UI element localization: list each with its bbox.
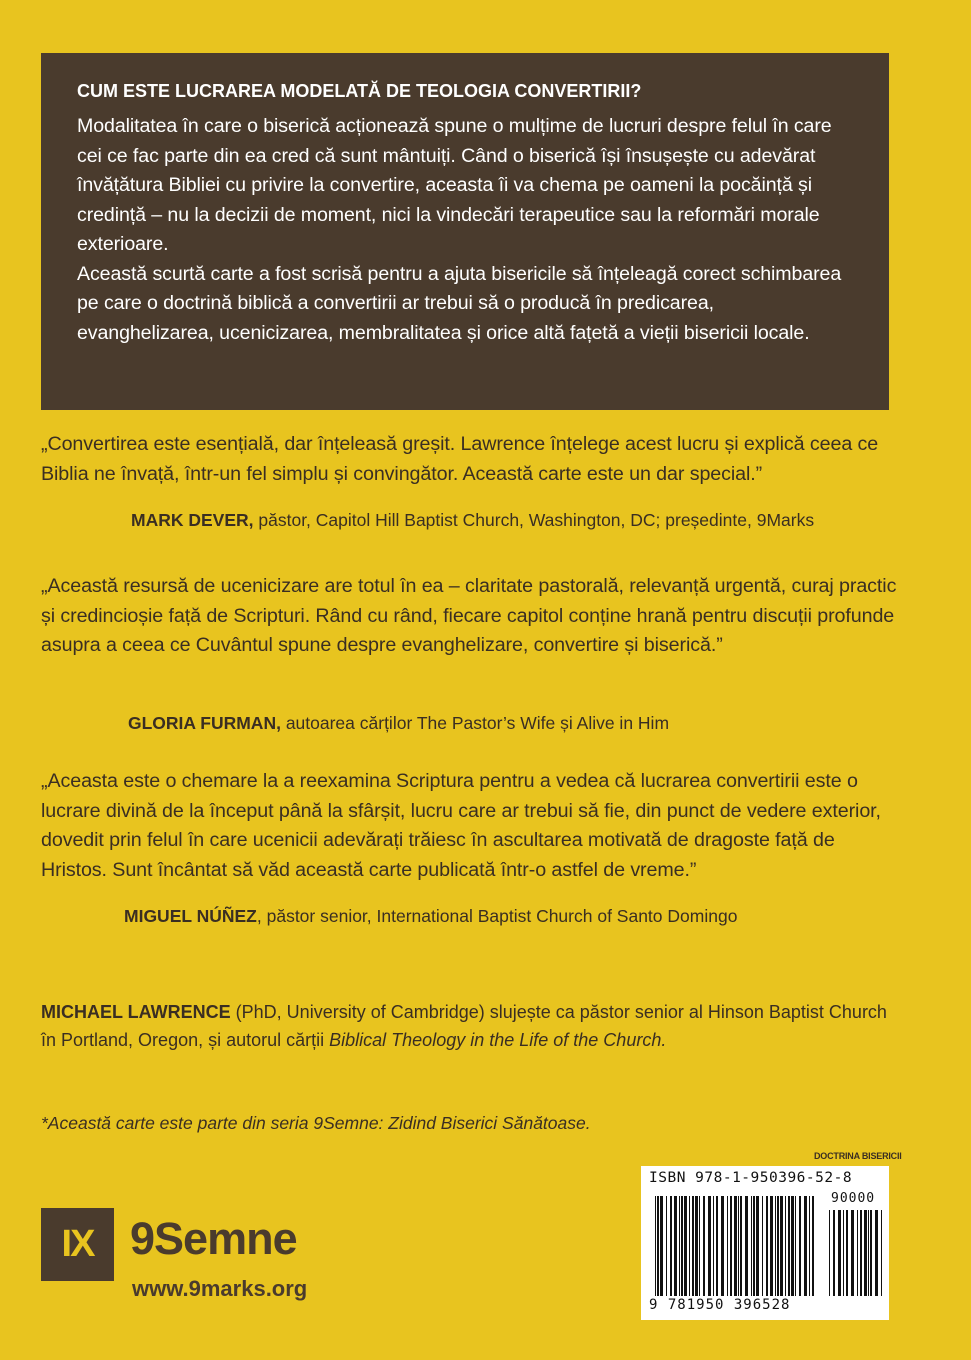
barcode-bar xyxy=(670,1196,672,1296)
barcode-bar xyxy=(775,1196,776,1296)
endorsement-quote-3: „Aceasta este o chemare la a reexamina Scriptura pentru a vedea că lucrarea convertirii este o lucrare divină de la început până la sfârșit, lucru care ar trebui să fie, din punct de vedere exterior, dovedit prin felul în care ucenicii adevărați trăiesc în ascultarea motivată de dragoste față de Hristos. Sunt încântat să văd această carte publicată într-o astfel de vreme.” xyxy=(41,770,881,881)
barcode-bar xyxy=(657,1196,659,1296)
barcode-bar xyxy=(684,1196,687,1296)
isbn-text: ISBN 978-1-950396-52-8 xyxy=(649,1170,853,1186)
barcode-bar xyxy=(799,1196,801,1296)
barcode-digits: 9 781950 396528 xyxy=(649,1297,791,1313)
barcode-bar xyxy=(679,1196,680,1296)
category-label: DOCTRINA BISERICII xyxy=(814,1151,902,1161)
summary-box xyxy=(41,53,889,410)
barcode-bar xyxy=(843,1210,844,1296)
barcode-bar xyxy=(738,1196,739,1296)
barcode-bar xyxy=(860,1210,862,1296)
barcode-bar xyxy=(674,1196,677,1296)
barcode-bar xyxy=(708,1196,711,1296)
endorser-name: MARK DEVER, xyxy=(131,510,254,530)
barcode-bar xyxy=(868,1210,869,1296)
barcode-bar xyxy=(721,1196,724,1296)
barcode-bar xyxy=(851,1210,854,1296)
barcode-bar xyxy=(713,1196,714,1296)
barcode-bar xyxy=(716,1196,718,1296)
endorser-role: păstor, Capitol Hill Baptist Church, Washington, DC; președinte, 9Marks xyxy=(253,510,815,530)
author-bio-text: (PhD, University of Cambridge) slujește ca păstor senior al Hinson Baptist Church în Portland, Oregon, și autorul cărții xyxy=(41,1002,887,1050)
barcode-bar xyxy=(756,1196,759,1296)
price-code: 90000 xyxy=(831,1191,876,1206)
summary-title: CUM ESTE LUCRAREA MODELATĂ DE TEOLOGIA CONVERTIRII? xyxy=(77,81,642,101)
barcode-bar xyxy=(730,1196,732,1296)
barcode-bar xyxy=(734,1196,737,1296)
barcode-bar xyxy=(699,1196,700,1296)
publisher-logo-mark: IX xyxy=(41,1208,114,1281)
barcode-bar xyxy=(833,1210,835,1296)
barcode-bar xyxy=(753,1196,755,1296)
endorsement-quote-1: „Convertirea este esențială, dar înțeleasă greșit. Lawrence înțelege acest lucru și explică ceea ce Biblia ne învață, într-un fel simplu și convingător. Această carte este un dar special.” xyxy=(41,433,879,485)
barcode-bar xyxy=(864,1210,867,1296)
barcode-bar xyxy=(875,1210,878,1296)
barcode-bar xyxy=(655,1196,656,1296)
endorsement-attribution-3 xyxy=(124,906,737,927)
barcode-bar xyxy=(660,1196,663,1296)
barcode-bar xyxy=(666,1196,667,1296)
barcode-bar xyxy=(770,1196,773,1296)
barcode-bar xyxy=(829,1210,830,1296)
author-book-title: Biblical Theology in the Life of the Church. xyxy=(329,1029,667,1050)
endorser-role: , păstor senior, International Baptist Church of Santo Domingo xyxy=(256,906,738,926)
barcode-bar xyxy=(740,1196,742,1296)
barcode-box xyxy=(641,1166,889,1320)
barcode-bar xyxy=(745,1196,748,1296)
barcode-bar xyxy=(695,1196,698,1296)
barcode-bar xyxy=(785,1196,786,1296)
barcode-bar xyxy=(766,1196,768,1296)
barcode-bar xyxy=(692,1196,694,1296)
barcode-bar xyxy=(870,1210,872,1296)
barcode-bar xyxy=(681,1196,683,1296)
summary-paragraph-1: Modalitatea în care o biserică acționează spune o mulțime de lucruri despre felul în care cei ce fac parte din ea cred că sunt mântuiți. Când o biserică își însușește cu adevărat învățătura Bibliei cu privire la convertire, aceasta îi va chema pe oameni la pocăință și credință – nu la decizii de moment, nici la vindecări terapeutice sau la reformări morale exterioare. xyxy=(77,115,832,255)
author-bio xyxy=(41,999,901,1054)
barcode-bar xyxy=(791,1196,794,1296)
barcode-bar xyxy=(846,1210,848,1296)
endorser-role: autoarea cărților The Pastor’s Wife și Alive in Him xyxy=(280,713,670,733)
barcode-bar xyxy=(804,1196,807,1296)
barcode-bar xyxy=(727,1196,728,1296)
publisher-url: www.9marks.org xyxy=(132,1276,308,1301)
barcode-bar xyxy=(762,1196,763,1296)
series-note: *Această carte este parte din seria 9Semne: Zidind Biserici Sănătoase. xyxy=(41,1113,591,1133)
endorser-name: GLORIA FURMAN, xyxy=(128,713,281,733)
barcode-bar xyxy=(777,1196,779,1296)
barcode-bar xyxy=(703,1196,705,1296)
barcode-bar xyxy=(689,1196,690,1296)
endorser-name: MIGUEL NÚÑEZ xyxy=(124,906,257,926)
endorsement-attribution-2 xyxy=(128,713,669,734)
barcode-bar xyxy=(780,1196,783,1296)
barcode-bar xyxy=(881,1210,882,1296)
endorsement-quote-2: „Această resursă de ucenicizare are totul în ea – claritate pastorală, relevanță urgentă, curaj practic și credincioșie față de Scripturi. Rând cu rând, fiecare capitol conține hrană pentru discuții profunde asupra a ceea ce Cuvântul spune despre evanghelizare, convertire și biserică.” xyxy=(41,575,897,656)
barcode-bar xyxy=(838,1210,841,1296)
barcode-bar xyxy=(751,1196,752,1296)
author-name: MICHAEL LAWRENCE xyxy=(41,1002,231,1022)
publisher-name: 9Semne xyxy=(130,1213,297,1264)
barcode-bar xyxy=(788,1196,790,1296)
barcode-bar xyxy=(809,1196,810,1296)
barcode-bar xyxy=(857,1210,858,1296)
summary-paragraph-2: Această scurtă carte a fost scrisă pentru a ajuta bisericile să înțeleagă corect schimbarea pe care o doctrină biblică a convertirii ar trebui să o producă în predicarea, evanghelizarea, ucenicizarea, membralitatea și orice altă fațetă a vieții bisericii locale. xyxy=(77,262,842,344)
endorsement-attribution-1 xyxy=(131,510,814,531)
barcode-bar xyxy=(795,1196,796,1296)
barcode-bar xyxy=(812,1196,814,1296)
